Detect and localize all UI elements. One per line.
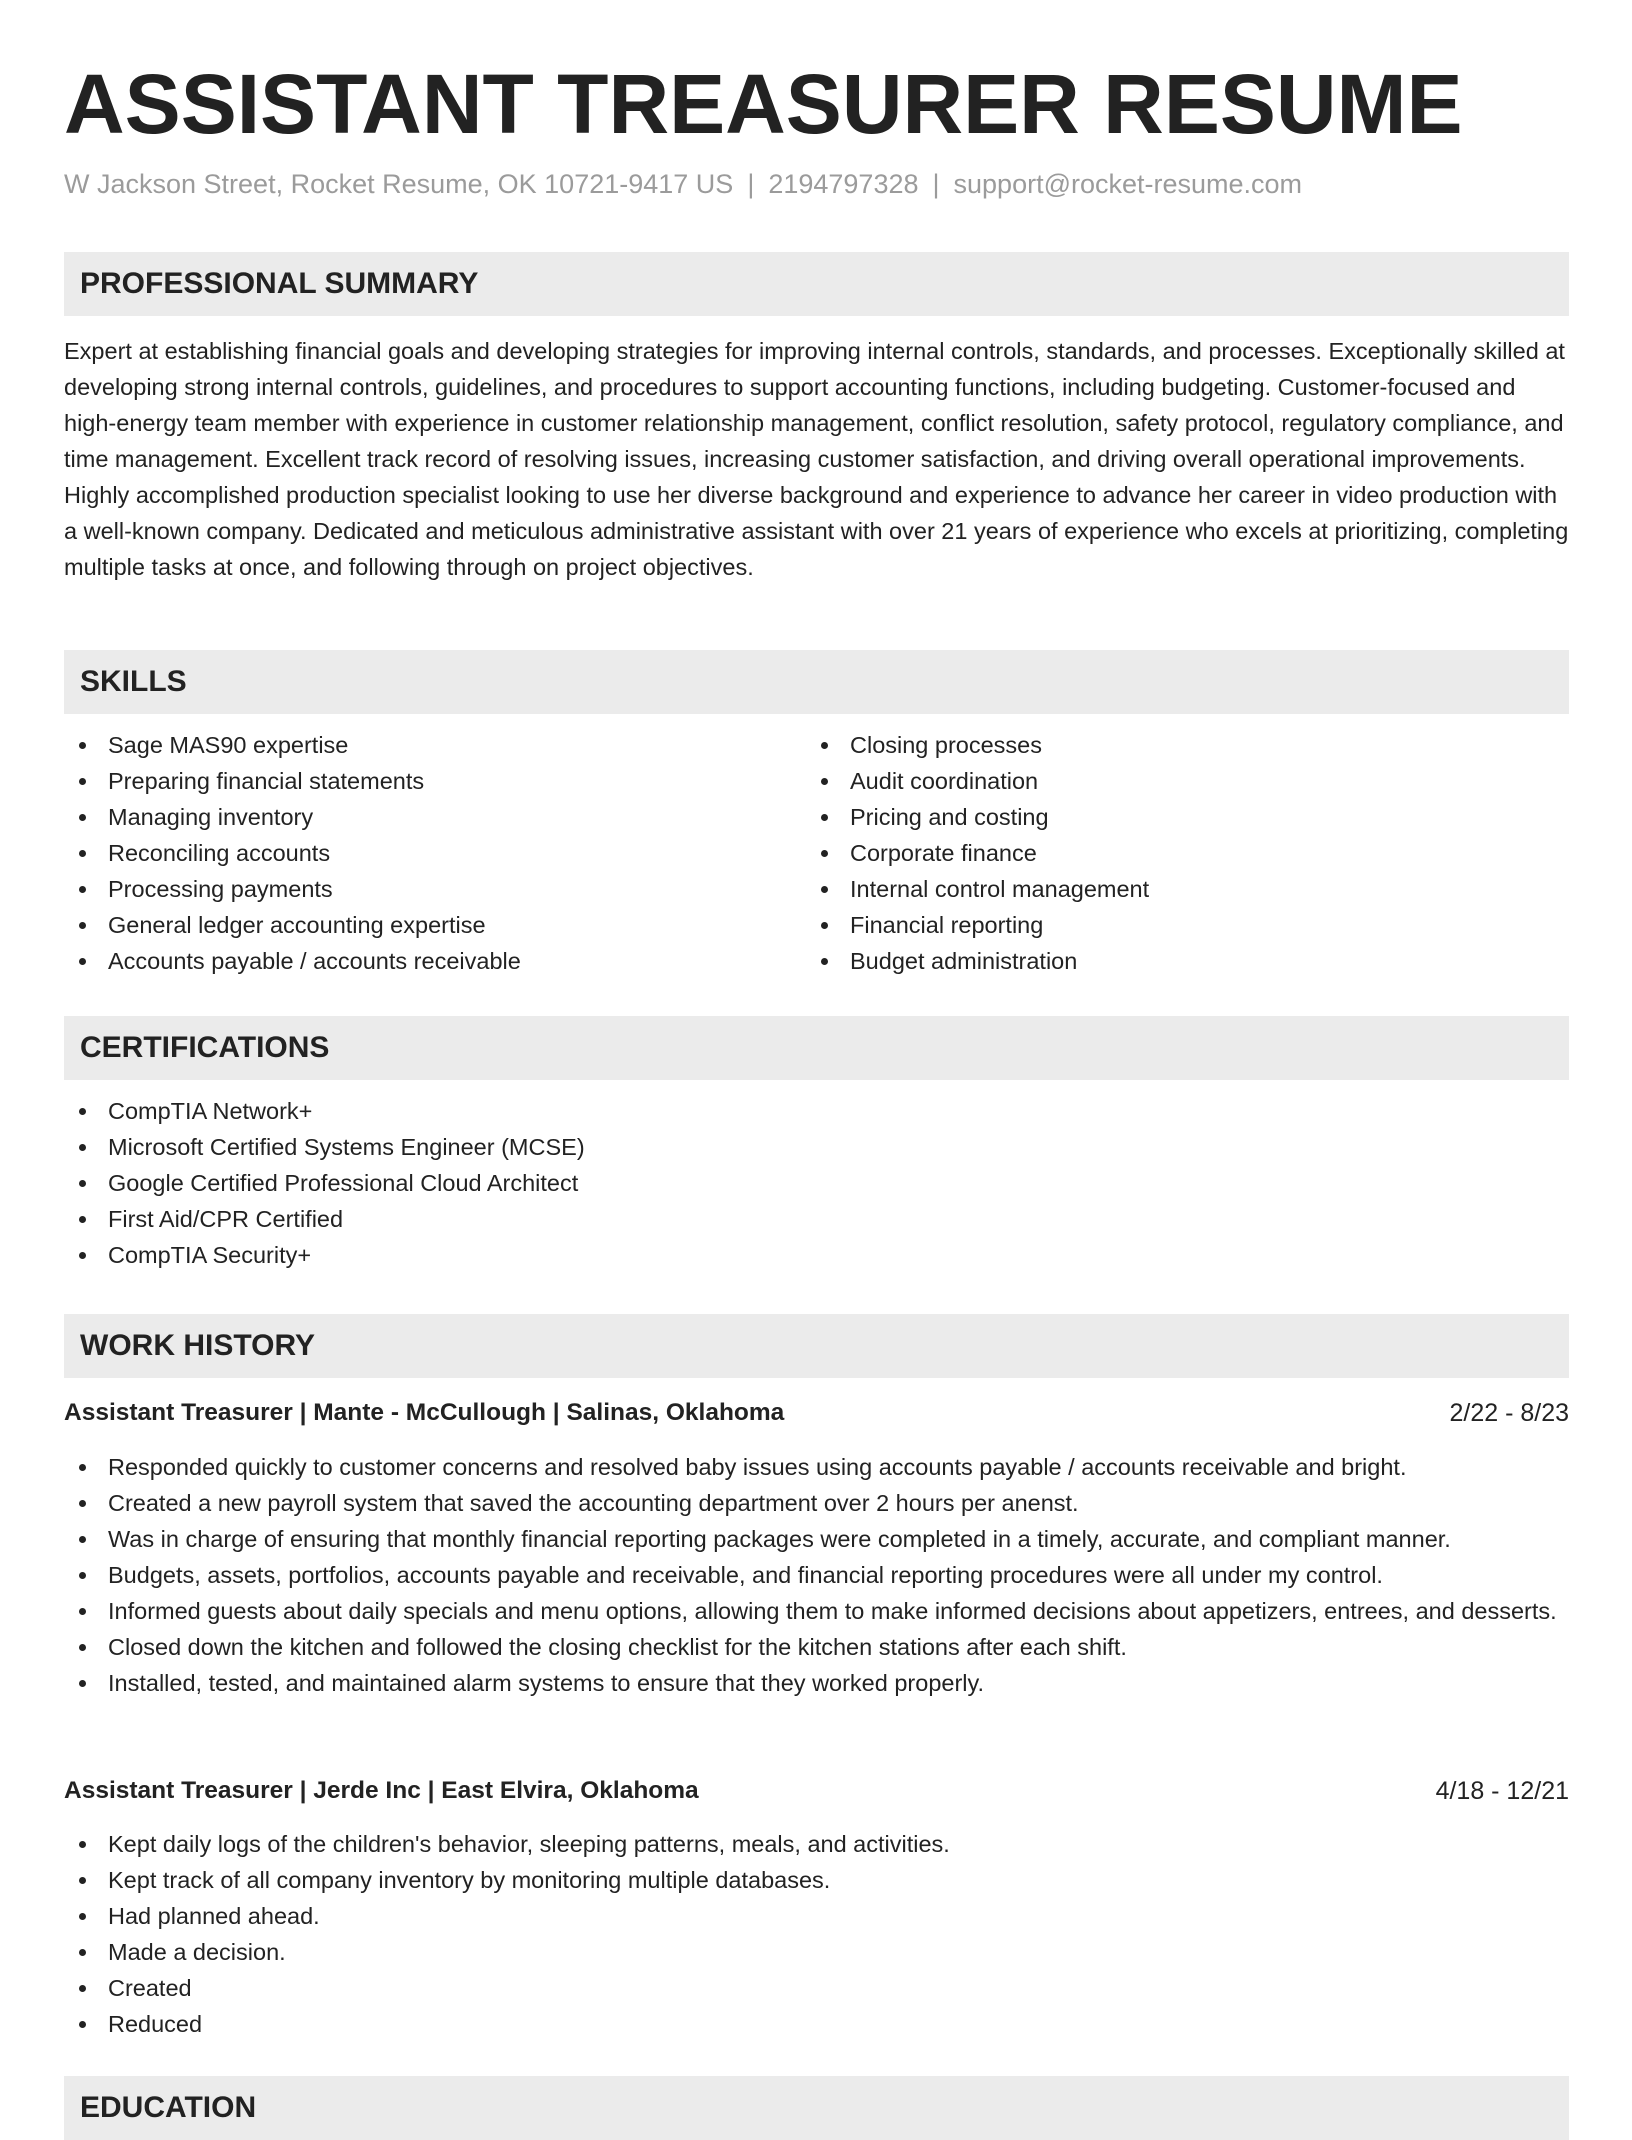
list-item: Financial reporting [806,907,1536,943]
contact-line [64,162,1302,207]
list-item: Responded quickly to customer concerns and resolved baby issues using accounts payable / accounts receivable and bright. [64,1449,1569,1485]
contact-separator: | [747,169,755,199]
list-item: Microsoft Certified Systems Engineer (MCSE) [64,1129,1569,1165]
list-item: Corporate finance [806,835,1536,871]
list-item: Created a new payroll system that saved the accounting department over 2 hours per anenst. [64,1485,1569,1521]
contact-phone: 2194797328 [768,169,919,199]
list-item: Closing processes [806,727,1536,763]
job-title: Assistant Treasurer | Mante - McCullough | Salinas, Oklahoma [64,1399,785,1426]
list-item: Created [64,1970,1569,2006]
list-item: General ledger accounting expertise [64,907,794,943]
list-item: Reduced [64,2006,1569,2042]
list-item: Reconciling accounts [64,835,794,871]
contact-separator: | [932,169,940,199]
section-header-summary: PROFESSIONAL SUMMARY [64,252,1569,316]
certifications-list [64,1093,1569,1273]
list-item: Pricing and costing [806,799,1536,835]
skills-list-right [806,727,1536,979]
section-header-skills: SKILLS [64,650,1569,714]
summary-paragraph: Expert at establishing financial goals and developing strategies for improving internal controls, standards, and processes. Exceptionally skilled at developing strong internal controls, guidelines, and procedures to support accounting functions, including budgeting. Customer-focused and high-energy team member with experience in customer relationship management, conflict resolution, safety protocol, regulatory compliance, and time management. Excellent track record of resolving issues, increasing customer satisfaction, and driving overall operational improvements. Highly accomplished production specialist looking to use her diverse background and experience to advance her career in video production with a well-known company. Dedicated and meticulous administrative assistant with over 21 years of experience who excels at prioritizing, completing multiple tasks at once, and following through on project objectives. [64,338,1569,580]
list-item: CompTIA Security+ [64,1237,1569,1273]
list-item: Sage MAS90 expertise [64,727,794,763]
list-item: Preparing financial statements [64,763,794,799]
job-bullets [64,1449,1569,1701]
contact-address: W Jackson Street, Rocket Resume, OK 10721-9417 US [64,169,734,199]
list-item: Budgets, assets, portfolios, accounts payable and receivable, and financial reporting procedures were all under my control. [64,1557,1569,1593]
section-header-education: EDUCATION [64,2076,1569,2140]
list-item: Budget administration [806,943,1536,979]
list-item: Kept track of all company inventory by monitoring multiple databases. [64,1862,1569,1898]
list-item: Kept daily logs of the children's behavior, sleeping patterns, meals, and activities. [64,1826,1569,1862]
resume-title: ASSISTANT TREASURER RESUME [64,57,1463,151]
list-item: Had planned ahead. [64,1898,1569,1934]
list-item: CompTIA Network+ [64,1093,1569,1129]
section-header-certifications: CERTIFICATIONS [64,1016,1569,1080]
contact-email: support@rocket-resume.com [953,169,1303,199]
list-item: Informed guests about daily specials and menu options, allowing them to make informed decisions about appetizers, entrees, and desserts. [64,1593,1569,1629]
list-item: Accounts payable / accounts receivable [64,943,794,979]
list-item: Processing payments [64,871,794,907]
list-item: Installed, tested, and maintained alarm systems to ensure that they worked properly. [64,1665,1569,1701]
job-bullets [64,1826,1569,2042]
list-item: Managing inventory [64,799,794,835]
list-item: Made a decision. [64,1934,1569,1970]
skills-list-left [64,727,794,979]
list-item: First Aid/CPR Certified [64,1201,1569,1237]
list-item: Internal control management [806,871,1536,907]
job-title: Assistant Treasurer | Jerde Inc | East Elvira, Oklahoma [64,1777,699,1804]
list-item: Was in charge of ensuring that monthly financial reporting packages were completed in a timely, accurate, and compliant manner. [64,1521,1569,1557]
job-dates: 2/22 - 8/23 [1449,1399,1569,1427]
job-dates: 4/18 - 12/21 [1435,1777,1569,1805]
list-item: Audit coordination [806,763,1536,799]
list-item: Closed down the kitchen and followed the closing checklist for the kitchen stations after each shift. [64,1629,1569,1665]
list-item: Google Certified Professional Cloud Architect [64,1165,1569,1201]
section-header-work-history: WORK HISTORY [64,1314,1569,1378]
